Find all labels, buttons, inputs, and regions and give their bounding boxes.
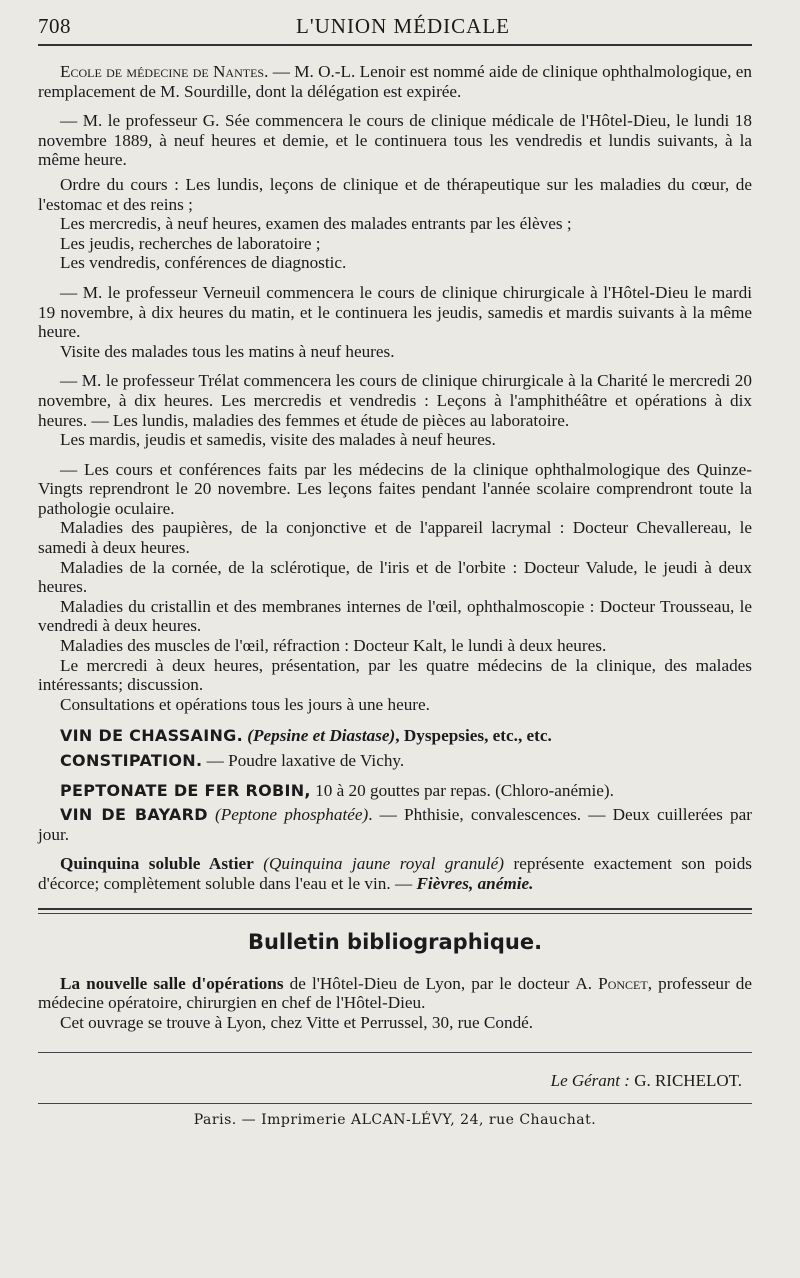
ad-astier-rest: représente exactement son poids d'écorce; complètement soluble dans l'eau et le vin. —	[38, 854, 752, 893]
paragraph-jeudis: Les jeudis, recherches de laboratoire ;	[60, 233, 321, 253]
ad-astier	[38, 854, 752, 893]
ad-bayard-name: VIN DE BAYARD	[60, 805, 208, 825]
ad-constipation-rest: — Poudre laxative de Vichy.	[202, 751, 405, 770]
paragraph-nantes	[38, 62, 752, 101]
gerant-label: Le Gérant :	[550, 1071, 630, 1091]
bibliography-entry	[38, 974, 752, 1013]
journal-title: L'UNION MÉDICALE	[296, 14, 511, 38]
nantes-lead: Ecole de médecine de Nantes.	[60, 62, 269, 81]
ad-peptonate	[38, 781, 752, 801]
paragraph-trelat: — M. le professeur Trélat commencera les cours de clinique chirurgicale à la Charité le mercredi 20 novembre, à dix heures. Les mercredis et vendredis : Leçons à l'amphithéâtre et opérations à dix heures. — Les lundis, maladies des femmes et étude de pièces au laboratoire.	[38, 371, 752, 430]
paragraph-see: — M. le professeur G. Sée commencera le cours de clinique médicale de l'Hôtel-Dieu, le lundi 18 novembre 1889, à neuf heures et demie, et le continuera tous les vendredis et lundis suivants, à la même heure.	[38, 111, 752, 170]
paragraph-presentation: Le mercredi à deux heures, présentation, par les quatre médecins de la clinique, des malades intéressants; discussion.	[38, 655, 752, 695]
footer-rule	[38, 1052, 752, 1053]
ad-bayard-paren: (Peptone phosphatée)	[214, 805, 369, 825]
paragraph-cornee: Maladies de la cornée, de la sclérotique, de l'iris et de l'orbite : Docteur Valude, le jeudi à deux heures.	[38, 557, 752, 597]
ad-astier-end: Fièvres, anémie.	[416, 873, 534, 893]
gerant-line	[38, 1071, 752, 1101]
paragraph-consultations: Consultations et opérations tous les jours à une heure.	[60, 694, 430, 714]
paragraph-quinze-vingts: — Les cours et conférences faits par les médecins de la clinique ophthalmologique des Quinze-Vingts reprendront le 20 novembre. Les leçons faites pendant l'année scolaire comprendront toute la pathologie oculaire.	[38, 459, 752, 518]
bibliography-section	[38, 974, 752, 1033]
entry-rest-2: professeur de médecine opératoire, chirurgien en chef de l'Hôtel-Dieu.	[38, 973, 753, 1013]
page-number: 708	[38, 14, 71, 38]
ad-chassaing-name: VIN DE CHASSAING.	[60, 726, 243, 746]
ad-peptonate-rest: 10 à 20 gouttes par repas. (Chloro-anémie).	[310, 780, 614, 800]
entry-author: A. Poncet,	[575, 973, 653, 993]
paragraph-visite: Visite des malades tous les matins à neuf heures.	[60, 341, 395, 361]
ad-chassaing-rest: , Dyspepsies, etc., etc.	[395, 726, 552, 746]
ad-constipation	[38, 751, 752, 771]
gerant-name: G. RICHELOT.	[634, 1071, 742, 1091]
ad-bayard-rest: . — Phthisie, convalescences. — Deux cuillerées par jour.	[38, 805, 752, 844]
ad-chassaing	[38, 726, 752, 746]
entry-rest-1: de l'Hôtel-Dieu de Lyon, par le docteur	[283, 973, 576, 993]
ad-astier-name: Quinquina soluble Astier	[60, 854, 254, 874]
running-header	[38, 14, 752, 44]
paragraph-verneuil: — M. le professeur Verneuil commencera le cours de clinique chirurgicale à l'Hôtel-Dieu le mardi 19 novembre, à dix heures du matin, et le continuera les jeudis, samedis et mardis suivants à la même heure.	[38, 282, 752, 342]
paragraph-mercredis: Les mercredis, à neuf heures, examen des malades entrants par les élèves ;	[60, 214, 572, 234]
header-rule	[38, 44, 752, 46]
ad-constipation-name: CONSTIPATION.	[60, 751, 203, 770]
entry-title: La nouvelle salle d'opérations	[60, 973, 284, 993]
ad-peptonate-name: PEPTONATE DE FER ROBIN,	[60, 780, 311, 800]
paragraph-vendredis: Les vendredis, conférences de diagnostic.	[60, 253, 347, 273]
paragraph-mardis: Les mardis, jeudis et samedis, visite des malades à neuf heures.	[60, 430, 496, 450]
section-rule-double	[38, 908, 752, 914]
advertisements	[38, 726, 752, 893]
news-section	[38, 62, 752, 714]
ad-bayard	[38, 805, 752, 844]
paragraph-muscles: Maladies des muscles de l'œil, réfraction : Docteur Kalt, le lundi à deux heures.	[60, 636, 607, 656]
ad-astier-paren: (Quinquina jaune royal granulé)	[263, 854, 505, 874]
entry-publisher: Cet ouvrage se trouve à Lyon, chez Vitte et Perrussel, 30, rue Condé.	[60, 1012, 534, 1032]
printer-rule	[38, 1103, 752, 1104]
paragraph-ordre: Ordre du cours : Les lundis, leçons de clinique et de thérapeutique sur les maladies du cœur, de l'estomac et des reins ;	[38, 174, 752, 214]
printer-line: Paris. — Imprimerie ALCAN-LÉVY, 24, rue Chauchat.	[193, 1112, 597, 1129]
bulletin-title: Bulletin bibliographique.	[247, 929, 543, 954]
nantes-text: — M. O.-L. Lenoir est nommé aide de clinique ophthalmologique, en remplacement de M. Sourdille, dont la délégation est expirée.	[38, 62, 752, 101]
ad-chassaing-paren: (Pepsine et Diastase)	[247, 726, 396, 746]
paragraph-paupieres: Maladies des paupières, de la conjonctive et de l'appareil lacrymal : Docteur Chevallereau, le samedi à deux heures.	[38, 518, 752, 558]
paragraph-cristallin: Maladies du cristallin et des membranes internes de l'œil, ophthalmoscopie : Docteur Trousseau, le vendredi à deux heures.	[38, 596, 752, 636]
